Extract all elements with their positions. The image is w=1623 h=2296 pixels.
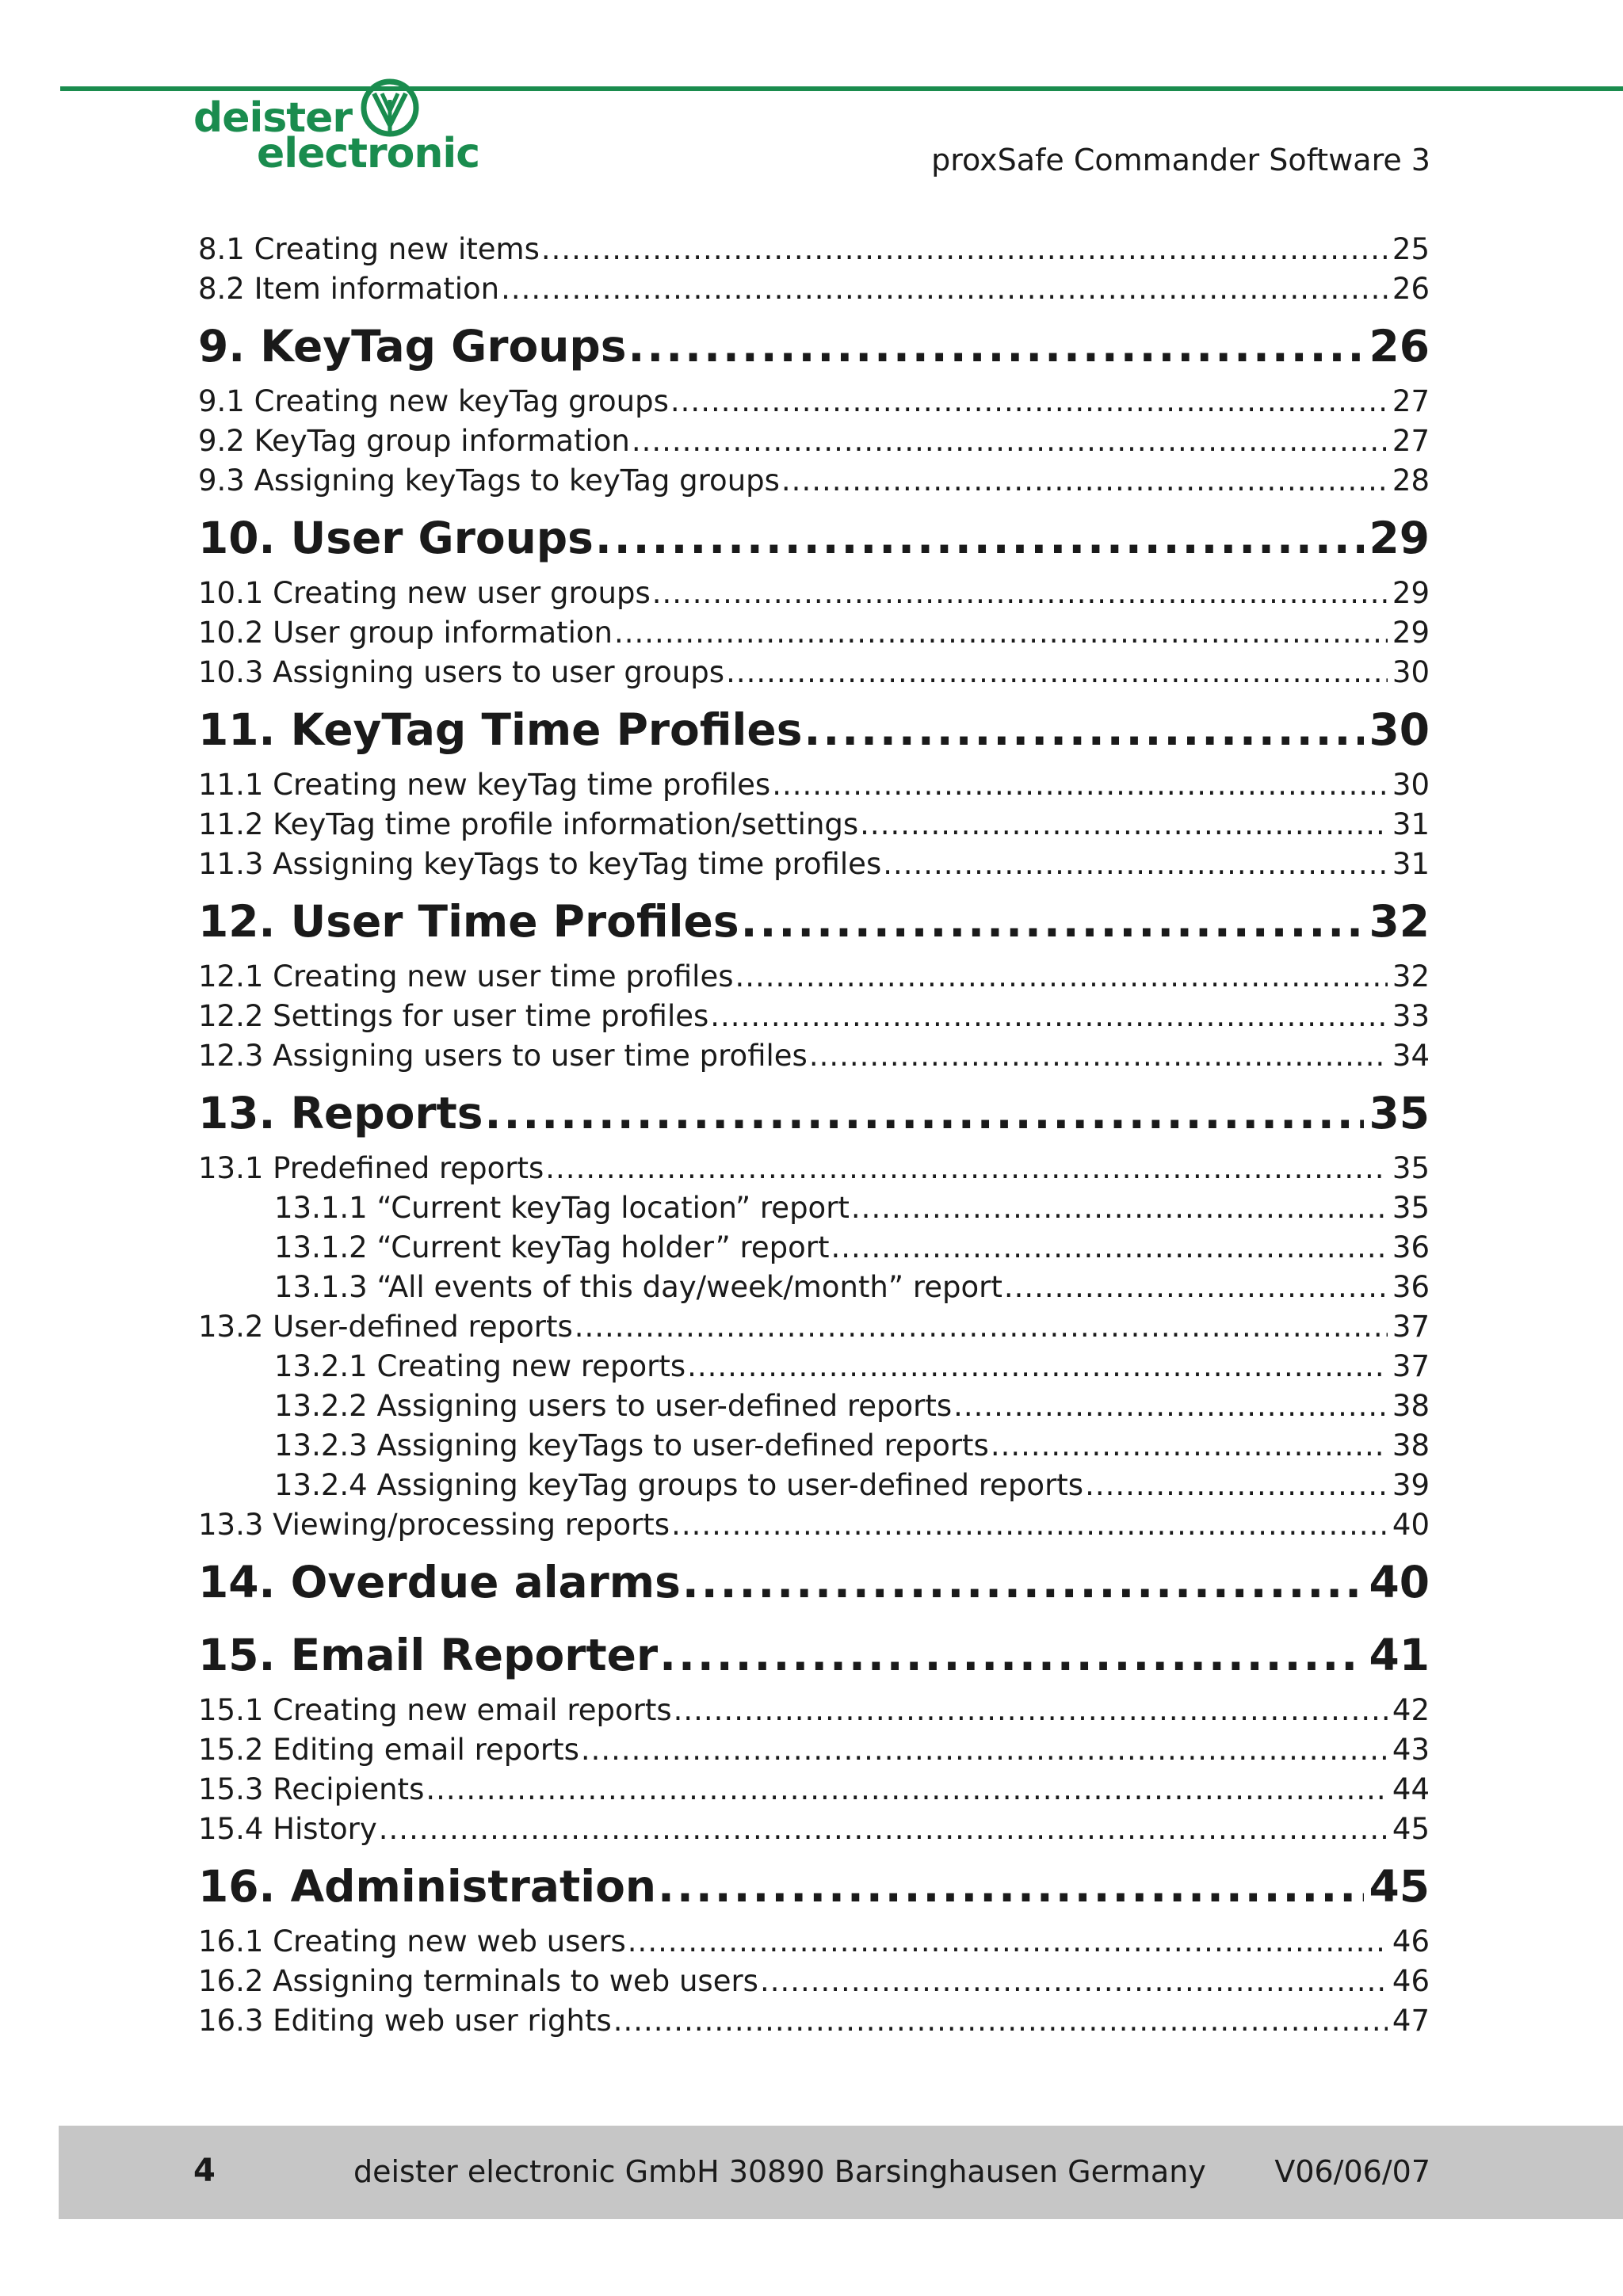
toc-dot-leader	[632, 421, 1388, 461]
toc-section-entry[interactable]	[198, 461, 1430, 501]
toc-entry-page: 46	[1392, 1964, 1430, 1998]
toc-entry-title: 12. User Time Profiles	[198, 896, 739, 947]
toc-chapter-entry[interactable]	[198, 1554, 1430, 1610]
toc-entry-title: 15. Email Reporter	[198, 1630, 659, 1680]
toc-entry-page: 47	[1392, 2004, 1430, 2038]
toc-dot-leader	[831, 1228, 1388, 1268]
toc-dot-leader	[545, 1149, 1388, 1188]
toc-section-entry[interactable]	[198, 845, 1430, 884]
toc-chapter-entry[interactable]	[198, 1859, 1430, 1914]
toc-dot-leader	[541, 230, 1388, 269]
toc-section-entry[interactable]	[198, 805, 1430, 845]
toc-dot-leader	[671, 1505, 1388, 1545]
toc-entry-page: 26	[1369, 321, 1430, 372]
toc-entry-page: 40	[1392, 1508, 1430, 1542]
toc-section-entry[interactable]	[198, 1149, 1430, 1188]
toc-chapter-entry[interactable]	[198, 702, 1430, 757]
toc-entry-page: 30	[1392, 768, 1430, 802]
toc-entry-title: 16.2 Assigning terminals to web users	[198, 1964, 758, 1998]
toc-dot-leader	[953, 1386, 1388, 1426]
toc-entry-title: 16.1 Creating new web users	[198, 1924, 626, 1958]
toc-dot-leader	[804, 702, 1364, 757]
toc-section-entry[interactable]	[198, 421, 1430, 461]
toc-dot-leader	[741, 894, 1365, 949]
toc-dot-leader	[991, 1426, 1388, 1466]
toc-entry-title: 12.3 Assigning users to user time profiles	[198, 1039, 808, 1073]
toc-entry-page: 31	[1392, 807, 1430, 841]
document-title: proxSafe Commander Software 3	[931, 143, 1430, 177]
toc-entry-page: 34	[1392, 1039, 1430, 1073]
toc-chapter-entry[interactable]	[198, 510, 1430, 566]
toc-entry-title: 13.2 User-defined reports	[198, 1310, 573, 1344]
toc-entry-title: 13.2.3 Assigning keyTags to user-defined reports	[274, 1428, 989, 1463]
toc-entry-title: 10. User Groups	[198, 513, 594, 563]
toc-dot-leader	[760, 1962, 1388, 2001]
toc-dot-leader	[726, 653, 1388, 692]
toc-dot-leader	[581, 1730, 1388, 1770]
toc-section-entry[interactable]	[198, 1307, 1430, 1347]
antenna-circle-icon	[358, 76, 422, 139]
toc-entry-page: 38	[1392, 1389, 1430, 1423]
toc-entry-title: 8.2 Item information	[198, 272, 500, 306]
toc-dot-leader	[735, 957, 1388, 997]
toc-entry-page: 32	[1369, 896, 1430, 947]
toc-entry-page: 25	[1392, 232, 1430, 266]
toc-entry-title: 10.1 Creating new user groups	[198, 576, 651, 610]
toc-section-entry[interactable]	[198, 1466, 1430, 1505]
toc-entry-page: 35	[1392, 1151, 1430, 1185]
toc-dot-leader	[614, 613, 1388, 653]
toc-dot-leader	[652, 574, 1388, 613]
toc-dot-leader	[674, 1691, 1388, 1730]
toc-entry-page: 33	[1392, 999, 1430, 1033]
toc-entry-title: 13.1 Predefined reports	[198, 1151, 544, 1185]
toc-entry-title: 11.1 Creating new keyTag time profiles	[198, 768, 771, 802]
toc-dot-leader	[658, 1859, 1364, 1914]
toc-entry-page: 45	[1392, 1812, 1430, 1846]
toc-dot-leader	[501, 269, 1388, 309]
toc-dot-leader	[710, 997, 1388, 1036]
toc-chapter-entry[interactable]	[198, 1627, 1430, 1683]
toc-entry-page: 37	[1392, 1310, 1430, 1344]
toc-section-entry[interactable]	[198, 1962, 1430, 2001]
toc-section-entry[interactable]	[198, 1386, 1430, 1426]
toc-dot-leader	[595, 510, 1365, 566]
toc-dot-leader	[628, 318, 1365, 374]
toc-entry-page: 39	[1392, 1468, 1430, 1502]
toc-entry-title: 13. Reports	[198, 1088, 483, 1138]
toc-dot-leader	[670, 382, 1388, 421]
toc-entry-page: 46	[1392, 1924, 1430, 1958]
toc-entry-title: 11.2 KeyTag time profile information/settings	[198, 807, 859, 841]
toc-entry-page: 30	[1392, 655, 1430, 689]
toc-entry-title: 15.2 Editing email reports	[198, 1733, 579, 1767]
toc-entry-title: 9.3 Assigning keyTags to keyTag groups	[198, 463, 780, 498]
toc-entry-title: 13.1.2 “Current keyTag holder” report	[274, 1230, 830, 1264]
document-version: V06/06/07	[1274, 2154, 1430, 2189]
toc-section-entry[interactable]	[198, 997, 1430, 1036]
toc-entry-page: 29	[1369, 513, 1430, 563]
toc-entry-title: 13.1.3 “All events of this day/week/month” report	[274, 1270, 1002, 1304]
toc-entry-page: 36	[1392, 1270, 1430, 1304]
toc-entry-page: 36	[1392, 1230, 1430, 1264]
toc-entry-title: 9. KeyTag Groups	[198, 321, 627, 372]
toc-dot-leader	[1004, 1268, 1388, 1307]
toc-entry-page: 28	[1392, 463, 1430, 498]
toc-entry-page: 38	[1392, 1428, 1430, 1463]
toc-entry-title: 13.2.4 Assigning keyTag groups to user-defined reports	[274, 1468, 1084, 1502]
toc-entry-title: 9.2 KeyTag group information	[198, 424, 630, 458]
toc-dot-leader	[883, 845, 1388, 884]
toc-dot-leader	[485, 1085, 1365, 1141]
toc-entry-page: 42	[1392, 1693, 1430, 1727]
toc-section-entry[interactable]	[198, 1730, 1430, 1770]
toc-dot-leader	[1085, 1466, 1388, 1505]
page-footer	[59, 2126, 1623, 2219]
toc-section-entry[interactable]	[198, 1810, 1430, 1849]
toc-entry-title: 12.1 Creating new user time profiles	[198, 959, 734, 994]
toc-dot-leader	[659, 1627, 1364, 1683]
toc-chapter-entry[interactable]	[198, 1085, 1430, 1141]
toc-section-entry[interactable]	[198, 1188, 1430, 1228]
toc-section-entry[interactable]	[198, 1691, 1430, 1730]
toc-entry-title: 10.2 User group information	[198, 616, 613, 650]
toc-entry-title: 11.3 Assigning keyTags to keyTag time profiles	[198, 847, 882, 881]
toc-dot-leader	[772, 765, 1388, 805]
company-address: deister electronic GmbH 30890 Barsinghausen Germany	[353, 2154, 1206, 2189]
toc-section-entry[interactable]	[198, 653, 1430, 692]
toc-section-entry[interactable]	[198, 1426, 1430, 1466]
toc-section-entry[interactable]	[198, 613, 1430, 653]
toc-entry-page: 35	[1392, 1191, 1430, 1225]
toc-entry-page: 43	[1392, 1733, 1430, 1767]
toc-entry-title: 16. Administration	[198, 1861, 657, 1912]
toc-entry-title: 16.3 Editing web user rights	[198, 2004, 612, 2038]
toc-chapter-entry[interactable]	[198, 318, 1430, 374]
toc-entry-page: 37	[1392, 1349, 1430, 1383]
table-of-contents	[198, 230, 1430, 2041]
toc-entry-title: 11. KeyTag Time Profiles	[198, 704, 803, 755]
toc-dot-leader	[809, 1036, 1388, 1076]
toc-entry-title: 8.1 Creating new items	[198, 232, 540, 266]
toc-section-entry[interactable]	[198, 2001, 1430, 2041]
toc-dot-leader	[860, 805, 1388, 845]
toc-section-entry[interactable]	[198, 765, 1430, 805]
toc-section-entry[interactable]	[198, 1036, 1430, 1076]
toc-dot-leader	[851, 1188, 1388, 1228]
toc-entry-title: 13.2.1 Creating new reports	[274, 1349, 686, 1383]
toc-entry-title: 13.1.1 “Current keyTag location” report	[274, 1191, 850, 1225]
toc-entry-title: 13.3 Viewing/processing reports	[198, 1508, 670, 1542]
toc-entry-page: 31	[1392, 847, 1430, 881]
toc-entry-page: 40	[1369, 1557, 1430, 1608]
toc-dot-leader	[613, 2001, 1388, 2041]
toc-entry-page: 27	[1392, 384, 1430, 418]
toc-section-entry[interactable]	[198, 1505, 1430, 1545]
toc-dot-leader	[781, 461, 1388, 501]
toc-section-entry[interactable]	[198, 269, 1430, 309]
toc-section-entry[interactable]	[198, 230, 1430, 269]
toc-section-entry[interactable]	[198, 1770, 1430, 1810]
toc-dot-leader	[687, 1347, 1388, 1386]
toc-entry-title: 15.4 History	[198, 1812, 377, 1846]
toc-entry-page: 29	[1392, 576, 1430, 610]
toc-entry-title: 15.1 Creating new email reports	[198, 1693, 672, 1727]
toc-dot-leader	[628, 1922, 1388, 1962]
toc-dot-leader	[426, 1770, 1388, 1810]
toc-section-entry[interactable]	[198, 1268, 1430, 1307]
toc-section-entry[interactable]	[198, 1347, 1430, 1386]
toc-entry-page: 44	[1392, 1772, 1430, 1806]
logo-line1: deister	[193, 94, 353, 142]
toc-entry-page: 26	[1392, 272, 1430, 306]
toc-entry-title: 9.1 Creating new keyTag groups	[198, 384, 669, 418]
page-number: 4	[193, 2153, 216, 2189]
toc-entry-title: 12.2 Settings for user time profiles	[198, 999, 709, 1033]
toc-entry-title: 10.3 Assigning users to user groups	[198, 655, 725, 689]
toc-section-entry[interactable]	[198, 382, 1430, 421]
toc-entry-page: 29	[1392, 616, 1430, 650]
toc-entry-title: 13.2.2 Assigning users to user-defined reports	[274, 1389, 953, 1423]
toc-entry-page: 41	[1369, 1630, 1430, 1680]
toc-dot-leader	[575, 1307, 1388, 1347]
toc-entry-page: 27	[1392, 424, 1430, 458]
toc-section-entry[interactable]	[198, 957, 1430, 997]
toc-section-entry[interactable]	[198, 1922, 1430, 1962]
company-logo	[193, 76, 480, 179]
logo-line2: electronic	[257, 130, 480, 177]
toc-entry-title: 14. Overdue alarms	[198, 1557, 681, 1608]
toc-entry-page: 32	[1392, 959, 1430, 994]
toc-entry-page: 45	[1369, 1861, 1430, 1912]
toc-dot-leader	[379, 1810, 1388, 1849]
toc-entry-title: 15.3 Recipients	[198, 1772, 425, 1806]
toc-dot-leader	[682, 1554, 1365, 1610]
toc-section-entry[interactable]	[198, 1228, 1430, 1268]
toc-section-entry[interactable]	[198, 574, 1430, 613]
toc-entry-page: 30	[1369, 704, 1430, 755]
toc-chapter-entry[interactable]	[198, 894, 1430, 949]
toc-entry-page: 35	[1369, 1088, 1430, 1138]
